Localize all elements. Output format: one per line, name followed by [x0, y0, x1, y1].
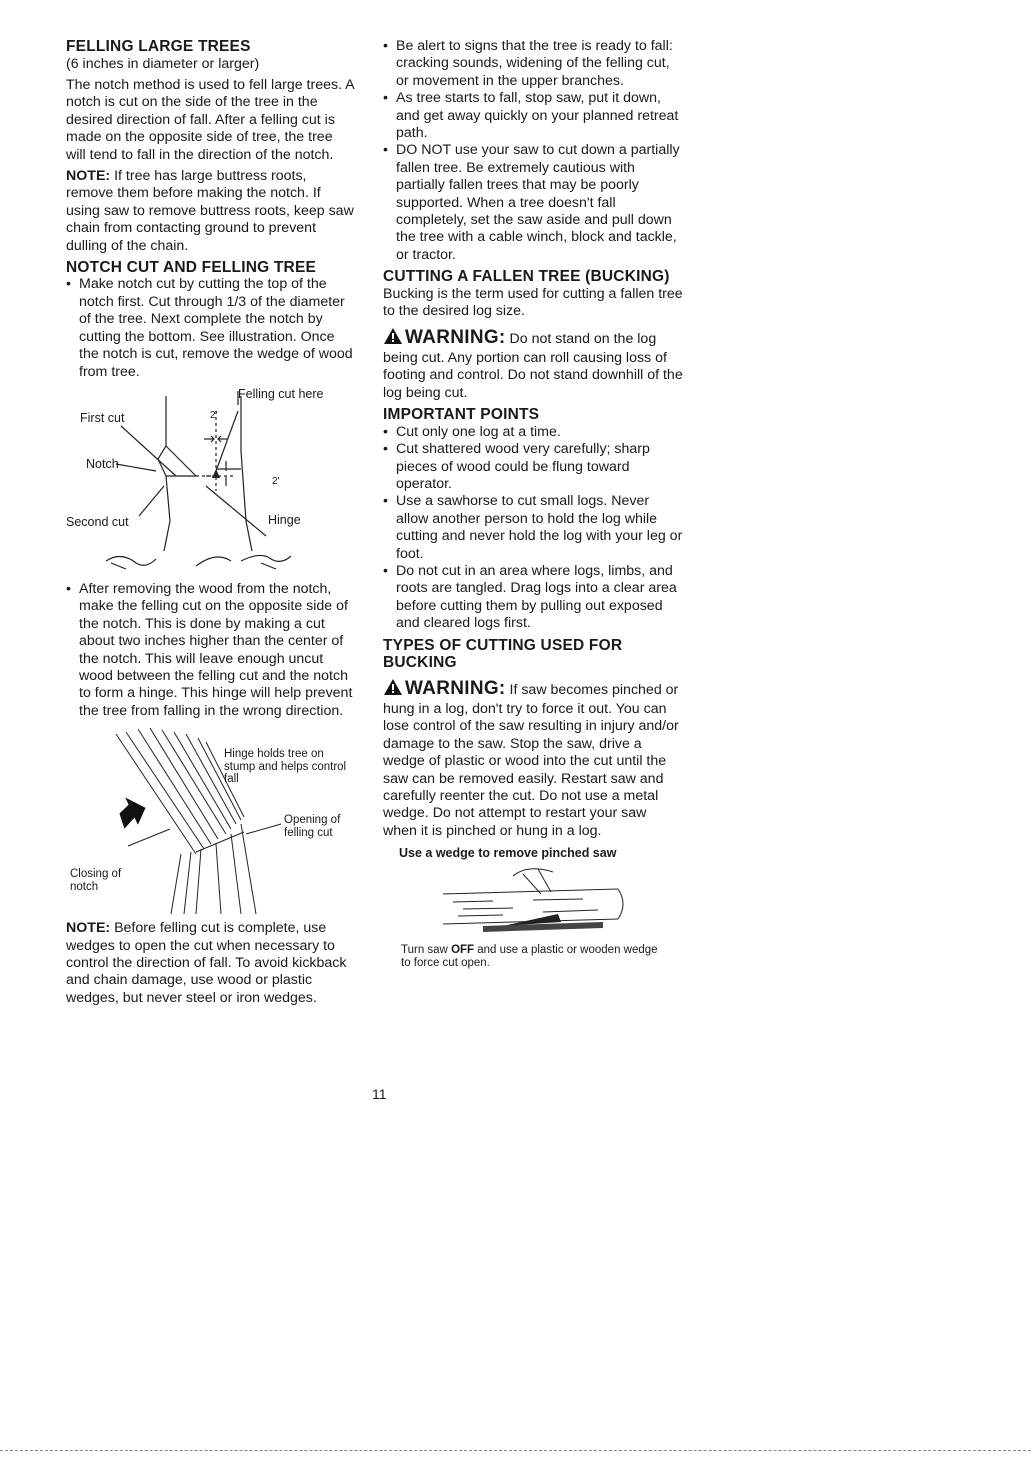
bullet-be-alert: • Be alert to signs that the tree is ready to fall: cracking sounds, widening of the felling cut, or movement in the upper branches.: [383, 38, 683, 90]
pinched-saw-figure: [383, 846, 683, 976]
paragraph-notch-method: The notch method is used to fell large trees. A notch is cut on the side of the tree in the desired direction of fall. After a felling cut is made on the opposite side of tree, the tree will tend to fall in the direction of the notch.: [66, 76, 354, 163]
section-heading-notch-cut: NOTCH CUT AND FELLING TREE: [66, 258, 317, 276]
section-heading-cutting-fallen-tree: CUTTING A FALLEN TREE (BUCKING): [383, 268, 670, 286]
label-first-cut: First cut: [80, 410, 125, 425]
label-hinge: Hinge: [268, 512, 301, 527]
note-text: Before felling cut is complete, use wedges to open the cut when necessary to control the direction of fall. To avoid kickback and chain damage, use wood or plastic wedges, but never steel or iron wedges.: [66, 920, 347, 1006]
pinched-saw-drawing: [383, 864, 683, 944]
warning-saw-pinched: [383, 678, 683, 841]
warning-label: WARNING:: [405, 326, 506, 348]
caption-text: and use a plastic or wooden wedge to force cut open.: [401, 944, 658, 970]
bullet-after-removing-wood: • After removing the wood from the notch, make the felling cut on the opposite side of the notch. This is done by making a cut about two inches higher than the center of the notch. This will leave enough uncut wood between the felling cut and the notch to form a hinge. This hinge will help prevent the tree from falling in the wrong direction.: [66, 581, 356, 720]
bullet-tree-starts-fall: • As tree starts to fall, stop saw, put it down, and get away quickly on your planned retreat path.: [383, 90, 683, 142]
label-notch: Notch: [86, 456, 119, 471]
bullet-make-notch: • Make notch cut by cutting the top of the notch first. Cut through 1/3 of the diameter of the tree. Next complete the notch by cutting the bottom. See illustration. Once the notch is cut, remove the wedge of wood from tree.: [66, 276, 356, 380]
caption-text: Turn saw: [401, 944, 452, 957]
section-heading-types-of-cutting: TYPES OF CUTTING USED FOR BUCKING: [383, 636, 623, 672]
warning-triangle-icon: [383, 678, 403, 701]
warning-triangle-icon: [383, 327, 403, 350]
warning-text: If saw becomes pinched or hung in a log, don't try to force it out. You can lose control of the saw resulting in injury and/or damage to the saw. Stop the saw, drive a wedge of plastic or wood into the cut until the saw can be removed easily. Restart saw and carefully reenter the cut. Do not use a metal wedge. Do not attempt to restart your saw when it is pinched or hung in a log.: [383, 681, 679, 839]
label-dimension-top: 2': [210, 409, 218, 421]
paragraph-bucking: Bucking is the term used for cutting a fallen tree to the desired log size.: [383, 285, 683, 320]
label-second-cut: Second cut: [66, 514, 129, 529]
hinge-diagram: [66, 724, 356, 914]
fall-direction-arrow-icon: [113, 792, 151, 831]
left-column: [66, 38, 356, 1007]
point-item: • Do not cut in an area where logs, limbs, and roots are tangled. Drag logs into a clear area before cutting them by pulling out exposed and cleared logs first.: [383, 563, 683, 633]
figure-caption-pinched-saw: [401, 944, 661, 970]
warning-do-not-stand-on-log: [383, 327, 683, 403]
label-hinge-holds-tree: Hinge holds tree on stump and helps control fall: [224, 748, 347, 786]
right-column: [383, 38, 683, 976]
point-item: • Cut only one log at a time.: [383, 424, 683, 441]
notch-cut-diagram: [66, 386, 356, 581]
page-number: 11: [372, 1086, 387, 1102]
felling-arrow-icon: [212, 469, 220, 478]
note-use-wedges: [66, 920, 356, 1007]
point-item: • Use a sawhorse to cut small logs. Never allow another person to hold the log while cutting and never hold the log with your leg or foot.: [383, 493, 683, 563]
caption-bold: OFF: [451, 944, 475, 957]
heading-subtitle: (6 inches in diameter or larger): [66, 55, 260, 72]
note-buttress-roots: [66, 168, 356, 255]
bullet-do-not-cut-partially-fallen: • DO NOT use your saw to cut down a partially fallen tree. Be extremely cautious with partially fallen trees that may be poorly supported. When a tree doesn't fall completely, set the saw aside and pull down the tree with a cable winch, block and tackle, or tractor.: [383, 142, 683, 264]
label-closing-of-notch: Closing of notch: [70, 868, 122, 893]
section-heading-felling-large-trees: FELLING LARGE TREES: [66, 38, 251, 55]
section-heading-important-points: IMPORTANT POINTS: [383, 406, 540, 424]
note-label: NOTE:: [66, 167, 111, 184]
log-shadow: [483, 922, 603, 932]
label-dimension-side: 2': [272, 475, 280, 487]
figure-title-pinched-saw: Use a wedge to remove pinched saw: [399, 846, 617, 861]
note-text: If tree has large buttress roots, remove them before making the notch. If using saw to remove buttress roots, keep saw chain from contacting ground to prevent dulling of the chain.: [66, 167, 354, 254]
note-label: NOTE:: [66, 920, 111, 937]
page-bottom-border: [0, 1450, 1031, 1451]
label-opening-felling-cut: Opening of felling cut: [284, 814, 341, 839]
label-felling-cut-here: Felling cut here: [238, 386, 324, 401]
point-item: • Cut shattered wood very carefully; sharp pieces of wood could be flung toward operator.: [383, 441, 683, 493]
warning-text: Do not stand on the log being cut. Any portion can roll causing loss of footing and control. Do not stand downhill of the log being cut.: [383, 330, 683, 401]
warning-label: WARNING:: [405, 677, 506, 699]
